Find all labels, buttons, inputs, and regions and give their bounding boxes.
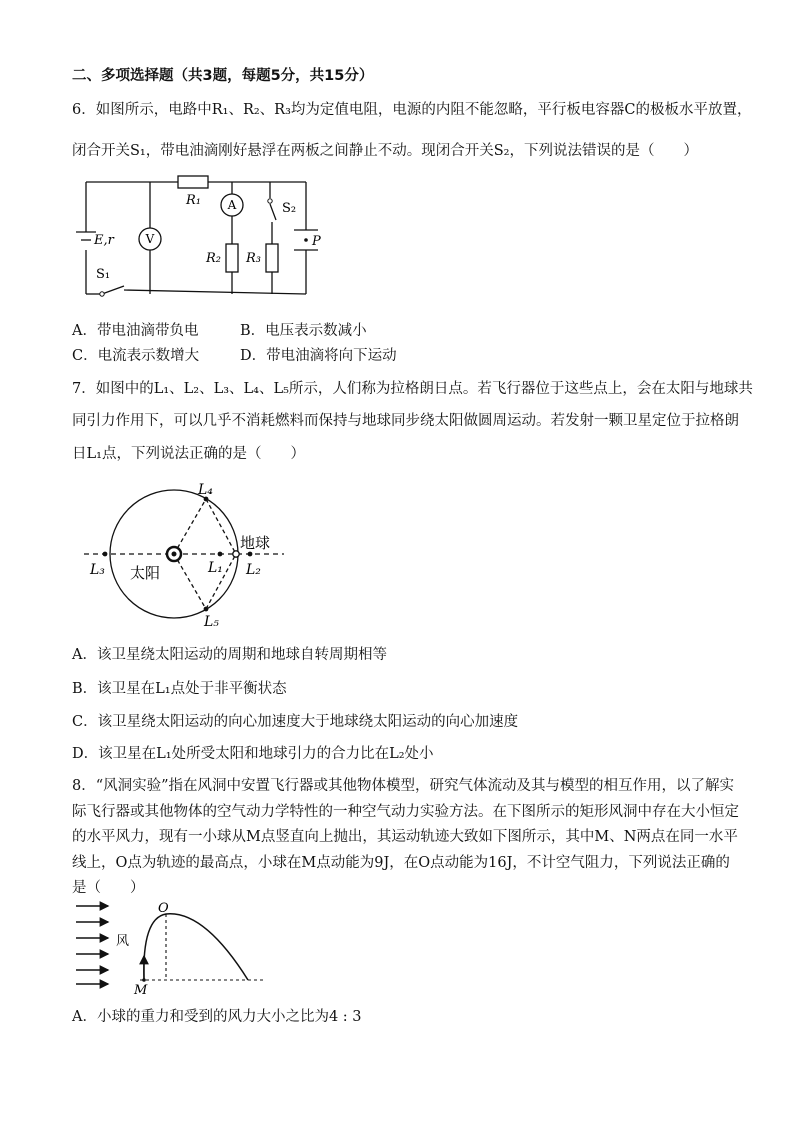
q7-option-d: D．该卫星在L₁处所受太阳和地球引力的合力比在L₂处小 bbox=[72, 746, 434, 762]
point-o-label: O bbox=[158, 901, 169, 916]
l1-point bbox=[218, 552, 223, 557]
voltmeter-label: V bbox=[145, 232, 155, 246]
earth-icon bbox=[233, 551, 239, 557]
l2-label: L₂ bbox=[246, 562, 261, 578]
l5-point bbox=[204, 607, 209, 612]
r2-label: R₂ bbox=[206, 251, 221, 266]
q8-stem-line5: 是（ ） bbox=[72, 880, 145, 896]
ammeter-label: A bbox=[227, 198, 237, 212]
r1-label: R₁ bbox=[186, 193, 201, 208]
switch1-label: S₁ bbox=[96, 267, 111, 282]
r3-resistor bbox=[266, 244, 278, 272]
oil-droplet bbox=[304, 238, 308, 242]
q8-stem-line3: 的水平风力，现有一小球从M点竖直向上抛出，其运动轨迹大致如下图所示，其中M、N两点在同一水平 bbox=[72, 829, 738, 845]
l5-label: L₅ bbox=[204, 614, 219, 630]
q8-stem-line1: 8．“风洞实验”指在风洞中安置飞行器或其他物体模型，研究气体流动及其与模型的相互作用，以了解实 bbox=[72, 778, 735, 794]
trajectory-curve bbox=[144, 914, 248, 980]
q8-wind-tunnel-figure bbox=[74, 900, 274, 998]
l3-point bbox=[103, 552, 108, 557]
q8-stem-line4: 线上，O点为轨迹的最高点，小球在M点动能为9J，在O点动能为16J，不计空气阻力，下列说法正确的 bbox=[72, 855, 730, 871]
q7-lagrange-figure bbox=[84, 474, 296, 632]
sun-label: 太阳 bbox=[130, 564, 161, 582]
r3-label: R₃ bbox=[246, 251, 261, 266]
q6-option-c: C．电流表示数增大 bbox=[72, 348, 200, 364]
point-m-label: M bbox=[134, 983, 148, 998]
q6-option-a: A．带电油滴带负电 bbox=[72, 323, 199, 339]
q7-option-b: B．该卫星在L₁点处于非平衡状态 bbox=[72, 681, 287, 697]
switch2-label: S₂ bbox=[282, 201, 297, 216]
l2-point bbox=[248, 552, 253, 557]
q8-option-a: A．小球的重力和受到的风力大小之比为4 : 3 bbox=[72, 1009, 362, 1025]
q7-stem-line3: 日L₁点，下列说法正确的是（ ） bbox=[72, 446, 305, 462]
source-label: E,r bbox=[94, 233, 114, 248]
earth-label: 地球 bbox=[240, 534, 271, 552]
r1-resistor bbox=[178, 176, 208, 188]
q6-stem-line1: 6．如图所示，电路中R₁、R₂、R₃均为定值电阻，电源的内阻不能忽略，平行板电容器C的极板水平放置， bbox=[72, 102, 752, 118]
q6-option-b: B．电压表示数减小 bbox=[240, 323, 367, 339]
q6-circuit-figure bbox=[74, 170, 334, 302]
wind-label: 风 bbox=[116, 934, 130, 949]
l1-label: L₁ bbox=[208, 560, 223, 576]
q6-option-d: D．带电油滴将向下运动 bbox=[240, 348, 397, 364]
droplet-label: P bbox=[312, 234, 321, 249]
q8-stem-line2: 际飞行器或其他物体的空气动力学特性的一种空气动力实验方法。在下图所示的矩形风洞中存在大小恒定 bbox=[72, 804, 739, 820]
q7-stem-line1: 7．如图中的L₁、L₂、L₃、L₄、L₅所示，人们称为拉格朗日点。若飞行器位于这些点上，会在太阳与地球共 bbox=[72, 381, 753, 397]
q6-stem-line2: 闭合开关S₁，带电油滴刚好悬浮在两板之间静止不动。现闭合开关S₂，下列说法错误的是（ ） bbox=[72, 143, 698, 159]
q7-option-c: C．该卫星绕太阳运动的向心加速度大于地球绕太阳运动的向心加速度 bbox=[72, 714, 519, 730]
l3-label: L₃ bbox=[90, 562, 105, 578]
r2-resistor bbox=[226, 244, 238, 272]
q7-stem-line2: 同引力作用下，可以几乎不消耗燃料而保持与地球同步绕太阳做圆周运动。若发射一颗卫星定位于拉格朗 bbox=[72, 413, 739, 429]
q7-option-a: A．该卫星绕太阳运动的周期和地球自转周期相等 bbox=[72, 647, 387, 663]
l4-label: L₄ bbox=[198, 482, 213, 498]
section-heading: 二、多项选择题（共3题，每题5分，共15分） bbox=[72, 68, 374, 84]
